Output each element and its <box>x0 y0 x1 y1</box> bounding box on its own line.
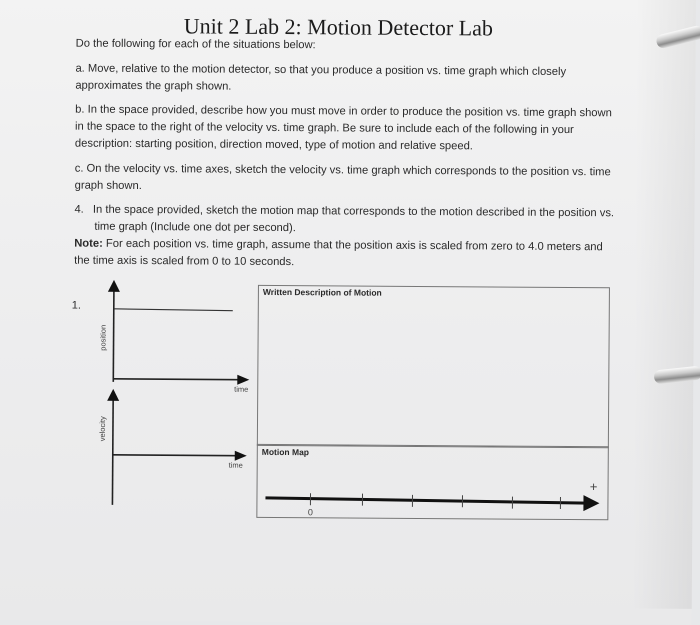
page-edge-shadow <box>632 0 696 609</box>
position-time-label: time <box>234 385 248 394</box>
motion-map-label: Motion Map <box>262 447 309 457</box>
instruction-b: b. In the space provided, describe how you must move in order to produce the position vs. time graph shown in the space to the right of the velocity vs. time graph. Be sure to include each of the following in your description: starting position, direction moved, type of motion and relative speed. <box>75 102 615 157</box>
velocity-y-arrow <box>107 389 119 401</box>
velocity-x-axis <box>113 455 237 456</box>
position-graph <box>98 280 250 394</box>
problem-number: 1. <box>72 300 81 312</box>
page-title: Unit 2 Lab 2: Motion Detector Lab <box>184 13 493 41</box>
number-line <box>265 498 587 503</box>
instruction-c: c. On the velocity vs. time axes, sketch the velocity vs. time graph which corresponds to the position vs. time graph shown. <box>75 161 615 199</box>
written-description-box[interactable] <box>257 285 610 448</box>
position-graph-line <box>114 309 233 311</box>
motion-map-box[interactable] <box>256 444 609 520</box>
position-axis-label: position <box>98 325 107 351</box>
written-description-label: Written Description of Motion <box>263 287 382 298</box>
instruction-4-number: 4. <box>74 204 83 216</box>
velocity-x-arrow <box>235 451 247 461</box>
velocity-axis-label: velocity <box>98 416 107 441</box>
position-y-arrow <box>108 280 120 292</box>
plus-direction-label: + <box>590 479 598 494</box>
number-line-arrow <box>583 495 599 511</box>
velocity-time-label: time <box>229 461 243 470</box>
motion-map-number-line <box>257 445 607 519</box>
velocity-graph <box>97 389 247 506</box>
note-label: Note: <box>74 238 103 250</box>
origin-label: 0 <box>308 507 313 517</box>
position-y-axis <box>113 291 114 382</box>
instruction-a: a. Move, relative to the motion detector, so that you produce a position vs. time graph which closely approximates the graph shown. <box>75 61 615 99</box>
instruction-4-text: In the space provided, sketch the motion map that corresponds to the motion described in the position vs. time graph (Include one dot per second). <box>93 204 614 234</box>
note-body: For each position vs. time graph, assume that the position axis is scaled from zero to 4.0 meters and the time axis is scaled from 0 to 10 seconds. <box>74 238 603 268</box>
position-x-axis <box>113 379 239 380</box>
velocity-y-axis <box>112 397 113 505</box>
position-x-arrow <box>237 375 249 385</box>
intro-text: Do the following for each of the situations below: <box>76 36 616 57</box>
